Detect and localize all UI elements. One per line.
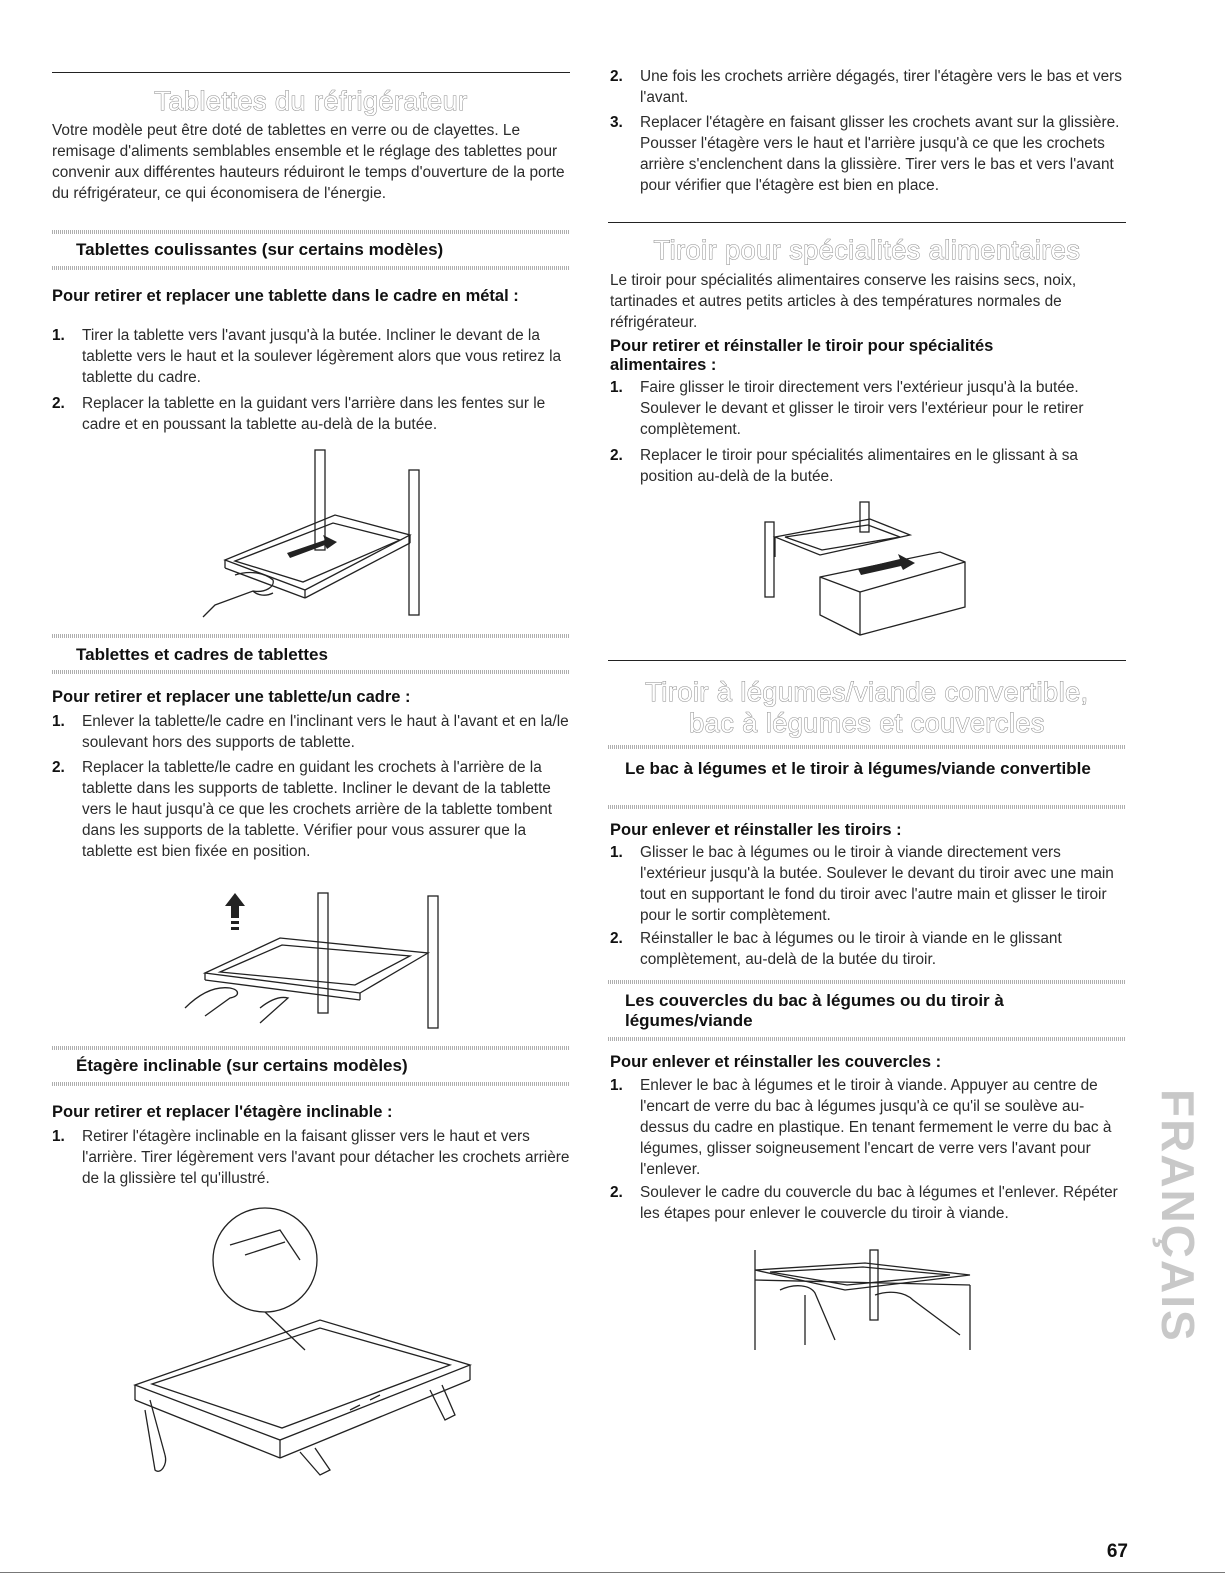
step-text: Replacer le tiroir pour spécialités alimentaires en le glissant à sa position au-delà de la butée. (640, 447, 1078, 485)
language-side-tab (1148, 1075, 1206, 1343)
step-number: 1. (610, 379, 623, 396)
step-number: 1. (610, 1077, 623, 1094)
step-item (52, 325, 572, 388)
step-text: Soulever le cadre du couvercle du bac à légumes et l'enlever. Répéter les étapes pour enlever le couvercle du tiroir à viande. (640, 1184, 1118, 1222)
step-item (610, 445, 1130, 487)
step-text: Faire glisser le tiroir directement vers l'extérieur jusqu'à la butée. Soulever le devant et glisser le tiroir vers l'extérieur pour le retirer complètement. (640, 379, 1084, 438)
divider (52, 670, 570, 674)
step-text: Glisser le bac à légumes ou le tiroir à viande directement vers l'extérieur jusqu'à la butée. Soulever le devant du tiroir avec une main tout en supportant le fond du tiroir avec l'autre main et glisser le tiroir pour le sortir complètement. (640, 844, 1114, 924)
divider (608, 1037, 1126, 1041)
step-number: 2. (610, 930, 623, 947)
step-text: Enlever la tablette/le cadre en l'inclinant vers le haut à l'avant et en la/le soulevant hors des supports de tablette. (82, 713, 569, 751)
step-text: Replacer la tablette/le cadre en guidant les crochets à l'arrière de la tablette dans les supports de tablette. Incliner le devant de la tablette vers le haut jusqu'à ce que les crochets arrière de la tablette tombent dans les supports de la tablette. Vérifier pour vous assurer que la tablette est bien fixée en position. (82, 759, 553, 860)
page-number: 67 (1106, 1541, 1128, 1562)
step-item (610, 842, 1130, 926)
step-number: 2. (610, 68, 623, 85)
shelf-frame-illustration (170, 888, 450, 1033)
divider (52, 1046, 570, 1050)
step-text: Replacer la tablette en la guidant vers l'arrière dans les fentes sur le cadre et en poussant la tablette au-delà de la butée. (82, 395, 546, 433)
subsection-title-shelves-frames: Tablettes et cadres de tablettes (76, 645, 328, 664)
step-item (52, 1126, 572, 1189)
step-text: Une fois les crochets arrière dégagés, tirer l'étagère vers le bas et vers l'avant. (640, 68, 1122, 106)
step-text: Replacer l'étagère en faisant glisser les crochets avant sur la glissière. Pousser l'étagère vers le haut et l'arrière jusqu'à ce que les crochets arrière s'enclenchent dans la glissière. Tirer vers le bas et vers l'avant pour vérifier que l'étagère est bien en place. (640, 114, 1120, 194)
step-number: 3. (610, 114, 623, 131)
page-bottom-line (0, 1572, 1225, 1573)
step-number: 1. (52, 713, 65, 730)
tilt-shelf-illustration (130, 1200, 480, 1485)
divider (608, 745, 1126, 749)
divider (52, 634, 570, 638)
divider (52, 1082, 570, 1086)
subsection-title-tilt-shelf: Étagère inclinable (sur certains modèles) (76, 1056, 408, 1075)
step-item (52, 757, 572, 862)
intro-paragraph: Votre modèle peut être doté de tablettes en verre ou de clayettes. Le remisage d'aliments semblables ensemble et le réglage des tablettes pour convenir aux différentes hauteurs réduiront le temps d'ouverture de la porte du réfrigérateur, ce qui économisera de l'énergie. (52, 122, 565, 202)
procedure-heading: Pour enlever et réinstaller les tiroirs : (610, 821, 902, 839)
step-number: 2. (52, 395, 65, 412)
specialty-intro: Le tiroir pour spécialités alimentaires conserve les raisins secs, noix, tartinades et autres petits articles à des températures normales de réfrigérateur. (610, 272, 1077, 331)
section-title-specialty-drawer: Tiroir pour spécialités alimentaires (653, 235, 1081, 265)
top-rule-left (52, 72, 570, 73)
step-item (610, 112, 1130, 196)
step-number: 1. (52, 1128, 65, 1145)
step-number: 2. (610, 447, 623, 464)
procedure-heading: Pour retirer et replacer une tablette/un cadre : (52, 688, 411, 706)
divider (52, 266, 570, 270)
section-title-crisper-line1: Tiroir à légumes/viande convertible, (645, 677, 1089, 707)
subsection-title-crisper: Le bac à légumes et le tiroir à légumes/viande convertible (625, 759, 1091, 778)
step-item (52, 393, 572, 435)
step-item (52, 711, 572, 753)
step-item (610, 928, 1130, 970)
divider (52, 230, 570, 234)
procedure-heading: Pour retirer et replacer l'étagère inclinable : (52, 1103, 393, 1121)
side-tab-label: FRANÇAIS (1152, 1089, 1204, 1343)
divider (608, 805, 1126, 809)
step-text: Enlever le bac à légumes et le tiroir à viande. Appuyer au centre de l'encart de verre du bac à légumes jusqu'à ce qu'il se soulève au-dessus du cadre en plastique. En tenant fermement le verre du bac à légumes, glisser soigneusement l'encart de verre vers l'avant pour l'enlever. (640, 1077, 1112, 1178)
procedure-heading: Pour enlever et réinstaller les couvercles : (610, 1053, 942, 1071)
crisper-cover-illustration (745, 1245, 980, 1355)
section-rule (608, 222, 1126, 223)
step-item (610, 377, 1130, 440)
step-number: 1. (52, 327, 65, 344)
specialty-drawer-illustration (760, 497, 975, 642)
section-rule (608, 660, 1126, 661)
procedure-heading: Pour retirer et replacer une tablette dans le cadre en métal : (52, 287, 519, 305)
step-number: 1. (610, 844, 623, 861)
step-item (610, 66, 1130, 108)
step-number: 2. (52, 759, 65, 776)
subsection-title-covers: Les couvercles du bac à légumes ou du tiroir à légumes/viande (625, 991, 1004, 1030)
sliding-shelf-illustration (195, 445, 435, 620)
procedure-heading: Pour retirer et réinstaller le tiroir pour spécialités alimentaires : (610, 337, 994, 374)
subsection-title-sliding: Tablettes coulissantes (sur certains modèles) (76, 240, 444, 259)
section-title-crisper-line2: bac à légumes et couvercles (689, 708, 1045, 738)
step-item (610, 1075, 1130, 1180)
step-item (610, 1182, 1130, 1224)
step-text: Réinstaller le bac à légumes ou le tiroir à viande en le glissant complètement, au-delà de la butée du tiroir. (640, 930, 1062, 968)
step-text: Retirer l'étagère inclinable en la faisant glisser vers le haut et vers l'arrière. Tirer légèrement vers l'avant pour détacher les crochets arrière de la glissière tel qu'illustré. (82, 1128, 570, 1187)
divider (608, 980, 1126, 984)
step-text: Tirer la tablette vers l'avant jusqu'à la butée. Incliner le devant de la tablette vers le haut et la soulever légèrement alors que vous retirez la tablette du cadre. (82, 327, 562, 386)
step-number: 2. (610, 1184, 623, 1201)
section-title-shelves: Tablettes du réfrigérateur (154, 86, 468, 116)
